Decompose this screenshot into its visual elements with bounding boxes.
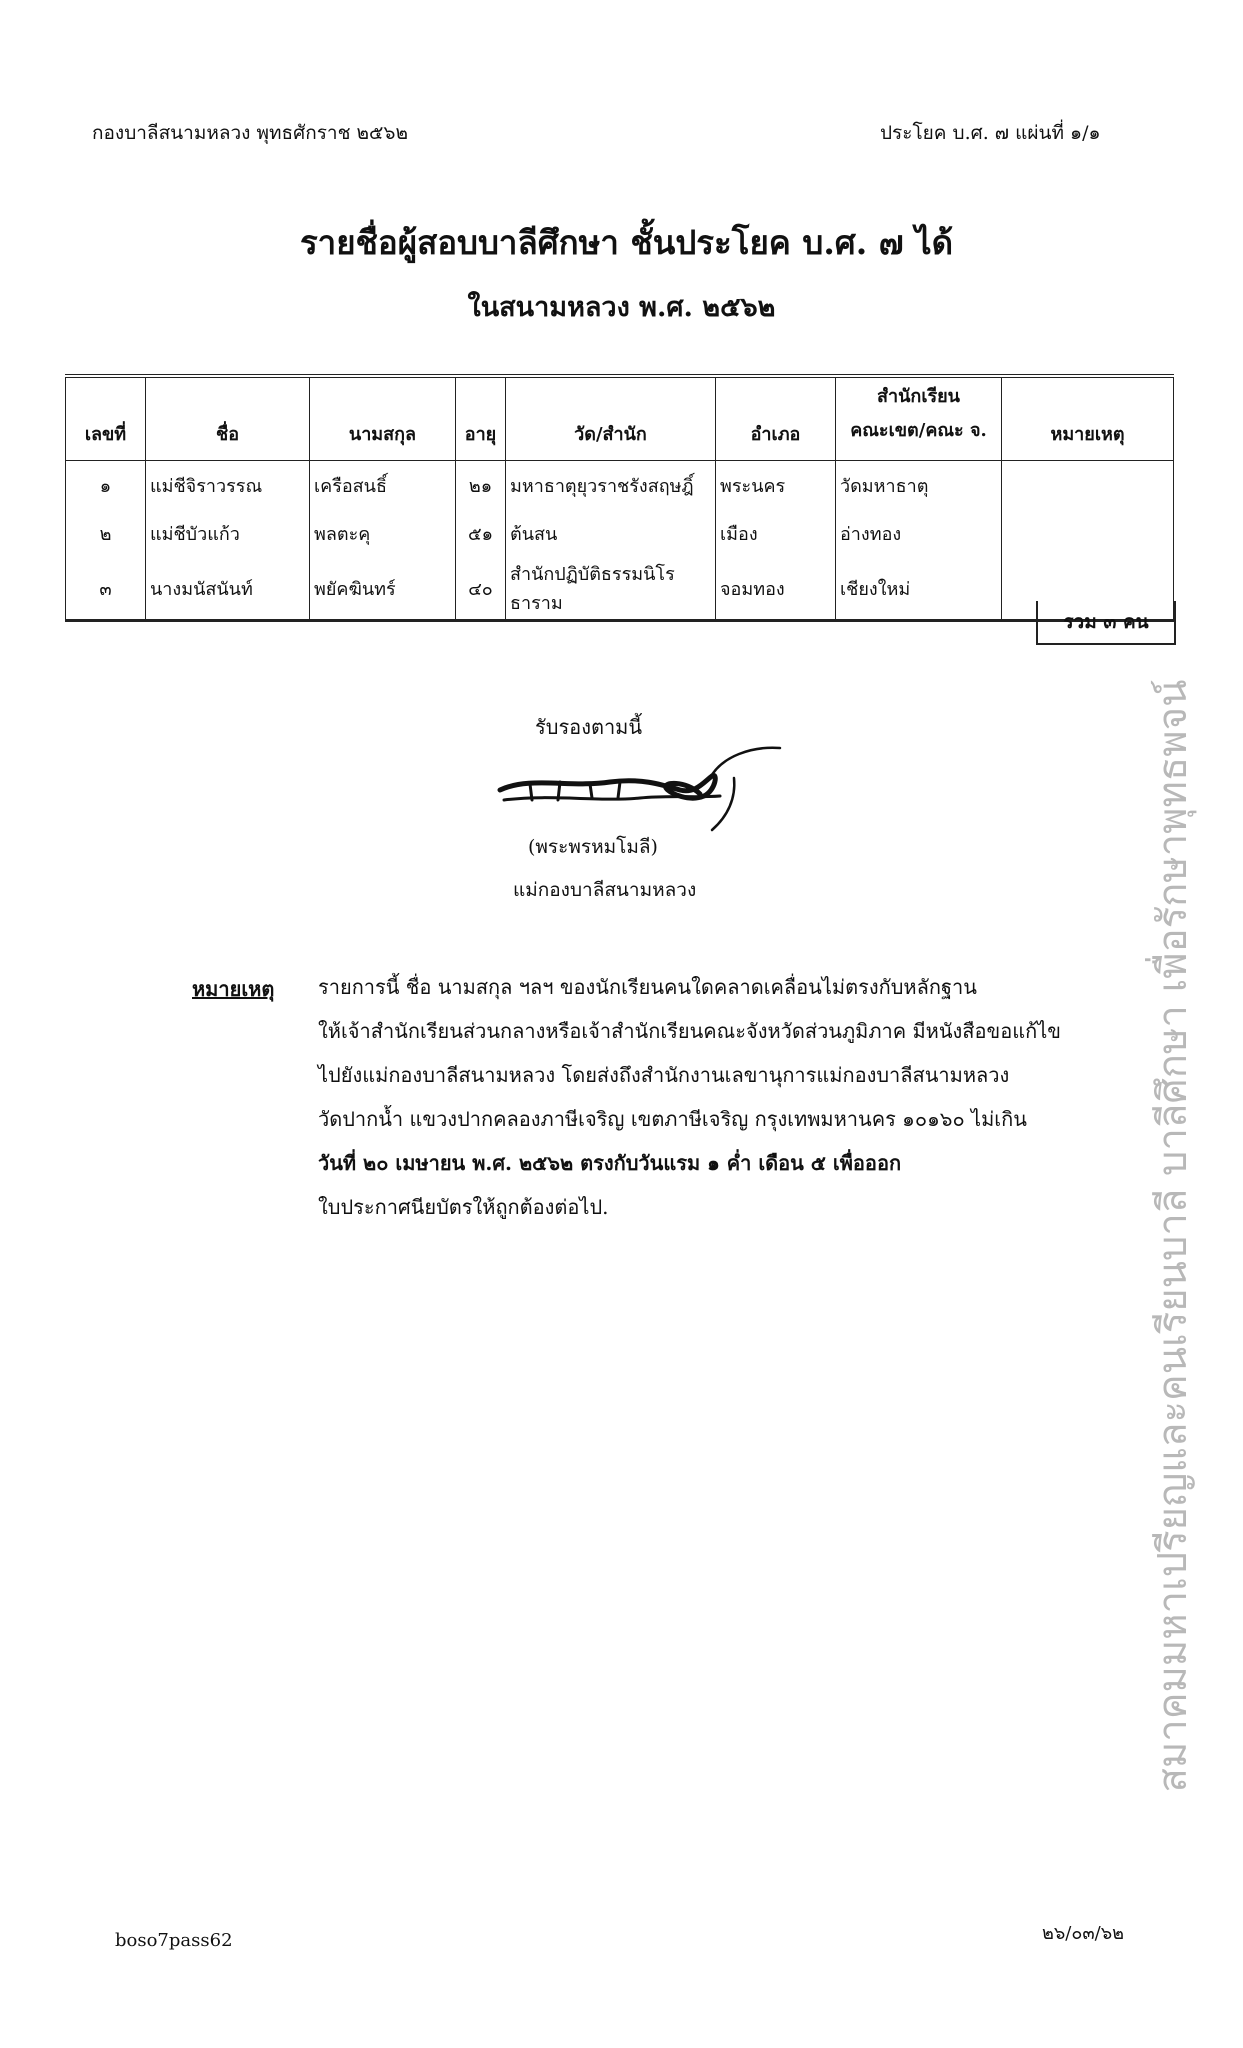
cell-district: พระนคร (716, 461, 836, 510)
cell-age: ๔๐ (456, 557, 506, 621)
header-age: อายุ (456, 376, 506, 461)
header-district: อำเภอ (716, 376, 836, 461)
footer-document-code: boso7pass62 (115, 1930, 233, 1951)
cell-school: อ่างทอง (836, 509, 1002, 557)
certification-label: รับรองตามนี้ (535, 715, 643, 739)
side-watermark: สมาคมมหาเปรียญและคนเรียนบาลี บาลีศึกษา เพื่อรักษาพุทธพจน์ (1150, 679, 1196, 1793)
cell-temple: มหาธาตุยุวราชรังสฤษฎิ์ (506, 461, 716, 510)
note-label: หมายเหตุ (192, 977, 275, 1001)
signer-title: แม่กองบาลีสนามหลวง (513, 879, 697, 901)
header-surname: นามสกุล (310, 376, 456, 461)
signature-image (490, 738, 790, 838)
cell-district: เมือง (716, 509, 836, 557)
cell-age: ๒๑ (456, 461, 506, 510)
results-table (65, 374, 1174, 622)
cell-surname: เครือสนธิ์ (310, 461, 456, 510)
cell-name: นางมนัสนันท์ (146, 557, 310, 621)
cell-no: ๑ (66, 461, 146, 510)
header-left-text: กองบาลีสนามหลวง พุทธศักราช ๒๕๖๒ (92, 122, 409, 144)
note-line: วัดปากน้ำ แขวงปากคลองภาษีเจริญ เขตภาษีเจริญ กรุงเทพมหานคร ๑๐๑๖๐ ไม่เกิน (318, 1107, 1027, 1131)
header-school-line2: คณะเขต/คณะ จ. (850, 420, 987, 442)
footer-date: ๒๖/๐๓/๖๒ (1042, 1923, 1125, 1944)
header-page-info: ประโยค บ.ศ. ๗ แผ่นที่ ๑/๑ (880, 122, 1101, 144)
header-school-line1: สำนักเรียน (877, 386, 960, 407)
cell-no: ๒ (66, 509, 146, 557)
cell-age: ๕๑ (456, 509, 506, 557)
note-line-deadline: วันที่ ๒๐ เมษายน พ.ศ. ๒๕๖๒ ตรงกับวันแรม ๑ ค่ำ เดือน ๕ เพื่อออก (318, 1151, 902, 1175)
note-line: รายการนี้ ชื่อ นามสกุล ฯลฯ ของนักเรียนคนใดคลาดเคลื่อนไม่ตรงกับหลักฐาน (318, 975, 977, 999)
header-name: ชื่อ (146, 376, 310, 461)
signer-name: (พระพรหมโมลี) (528, 836, 658, 858)
note-line: ใบประกาศนียบัตรให้ถูกต้องต่อไป. (318, 1195, 609, 1219)
cell-school: วัดมหาธาตุ (836, 461, 1002, 510)
document-title: รายชื่อผู้สอบบาลีศึกษา ชั้นประโยค บ.ศ. ๗ ได้ (299, 223, 954, 262)
table-row (66, 509, 1174, 557)
header-school (836, 376, 1002, 461)
cell-surname: พลตะคุ (310, 509, 456, 557)
cell-remark (1002, 509, 1174, 557)
cell-surname: พยัคฆินทร์ (310, 557, 456, 621)
cell-name: แม่ชีบัวแก้ว (146, 509, 310, 557)
cell-remark (1002, 461, 1174, 510)
table-row (66, 557, 1174, 621)
note-line: ให้เจ้าสำนักเรียนส่วนกลางหรือเจ้าสำนักเรียนคณะจังหวัดส่วนภูมิภาค มีหนังสือขอแก้ไข (318, 1019, 1061, 1043)
cell-district: จอมทอง (716, 557, 836, 621)
header-temple: วัด/สำนัก (506, 376, 716, 461)
header-remark: หมายเหตุ (1002, 376, 1174, 461)
cell-temple: สำนักปฏิบัติธรรมนิโรธาราม (506, 557, 716, 621)
total-count-box: รวม ๓ คน (1036, 601, 1176, 645)
cell-school: เชียงใหม่ (836, 557, 1002, 621)
table-header-row (66, 376, 1174, 461)
note-line: ไปยังแม่กองบาลีสนามหลวง โดยส่งถึงสำนักงานเลขานุการแม่กองบาลีสนามหลวง (318, 1063, 1010, 1087)
cell-name: แม่ชีจิราวรรณ (146, 461, 310, 510)
cell-no: ๓ (66, 557, 146, 621)
table-row (66, 461, 1174, 510)
cell-temple: ต้นสน (506, 509, 716, 557)
document-subtitle: ในสนามหลวง พ.ศ. ๒๕๖๒ (467, 292, 776, 323)
header-no: เลขที่ (66, 376, 146, 461)
